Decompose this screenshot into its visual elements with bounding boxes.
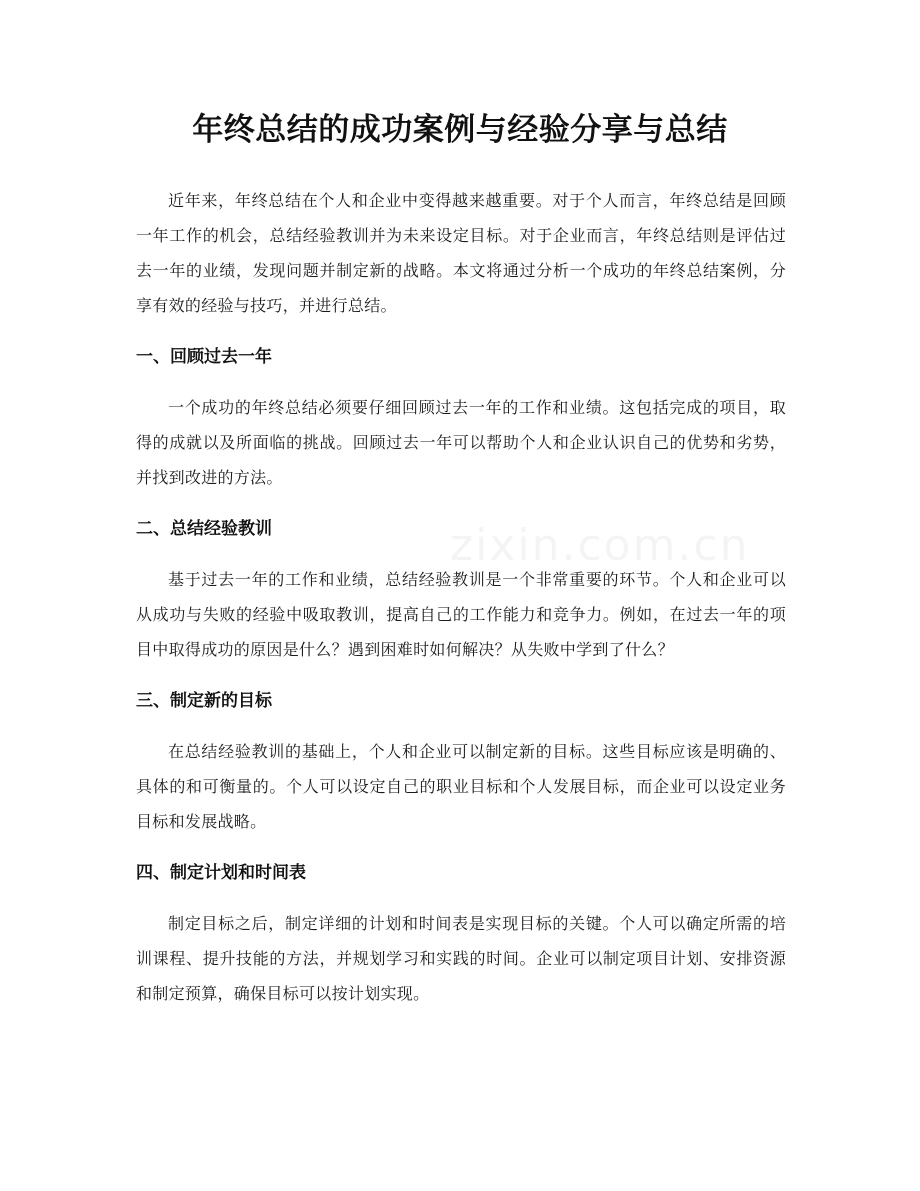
section-body-1: 一个成功的年终总结必须要仔细回顾过去一年的工作和业绩。这包括完成的项目，取得的成就以及所面临的挑战。回顾过去一年可以帮助个人和企业认识自己的优势和劣势，并找到改进的方法。 (136, 398, 786, 487)
section-heading-4: 四、制定计划和时间表 (136, 863, 306, 883)
section-body-4: 制定目标之后，制定详细的计划和时间表是实现目标的关键。个人可以确定所需的培训课程、提升技能的方法，并规划学习和实践的时间。企业可以制定项目计划、安排资源和制定预算，确保目标可以按计划实现。 (136, 914, 786, 1003)
section-heading-3: 三、制定新的目标 (136, 691, 272, 711)
intro-paragraph: 近年来，年终总结在个人和企业中变得越来越重要。对于个人而言，年终总结是回顾一年工作的机会，总结经验教训并为未来设定目标。对于企业而言，年终总结则是评估过去一年的业绩，发现问题并制定新的战略。本文将通过分析一个成功的年终总结案例，分享有效的经验与技巧，并进行总结。 (136, 191, 786, 315)
document-body (136, 183, 786, 1011)
section-body-3: 在总结经验教训的基础上，个人和企业可以制定新的目标。这些目标应该是明确的、具体的和可衡量的。个人可以设定自己的职业目标和个人发展目标，而企业可以设定业务目标和发展战略。 (136, 742, 786, 831)
section-heading-2: 二、总结经验教训 (136, 519, 272, 539)
section-body-2: 基于过去一年的工作和业绩，总结经验教训是一个非常重要的环节。个人和企业可以从成功与失败的经验中吸取教训，提高自己的工作能力和竞争力。例如，在过去一年的项目中取得成功的原因是什么？遇到困难时如何解决？从失败中学到了什么？ (136, 570, 786, 659)
section-heading-1: 一、回顾过去一年 (136, 347, 272, 367)
document-title: 年终总结的成功案例与经验分享与总结 (192, 112, 728, 148)
